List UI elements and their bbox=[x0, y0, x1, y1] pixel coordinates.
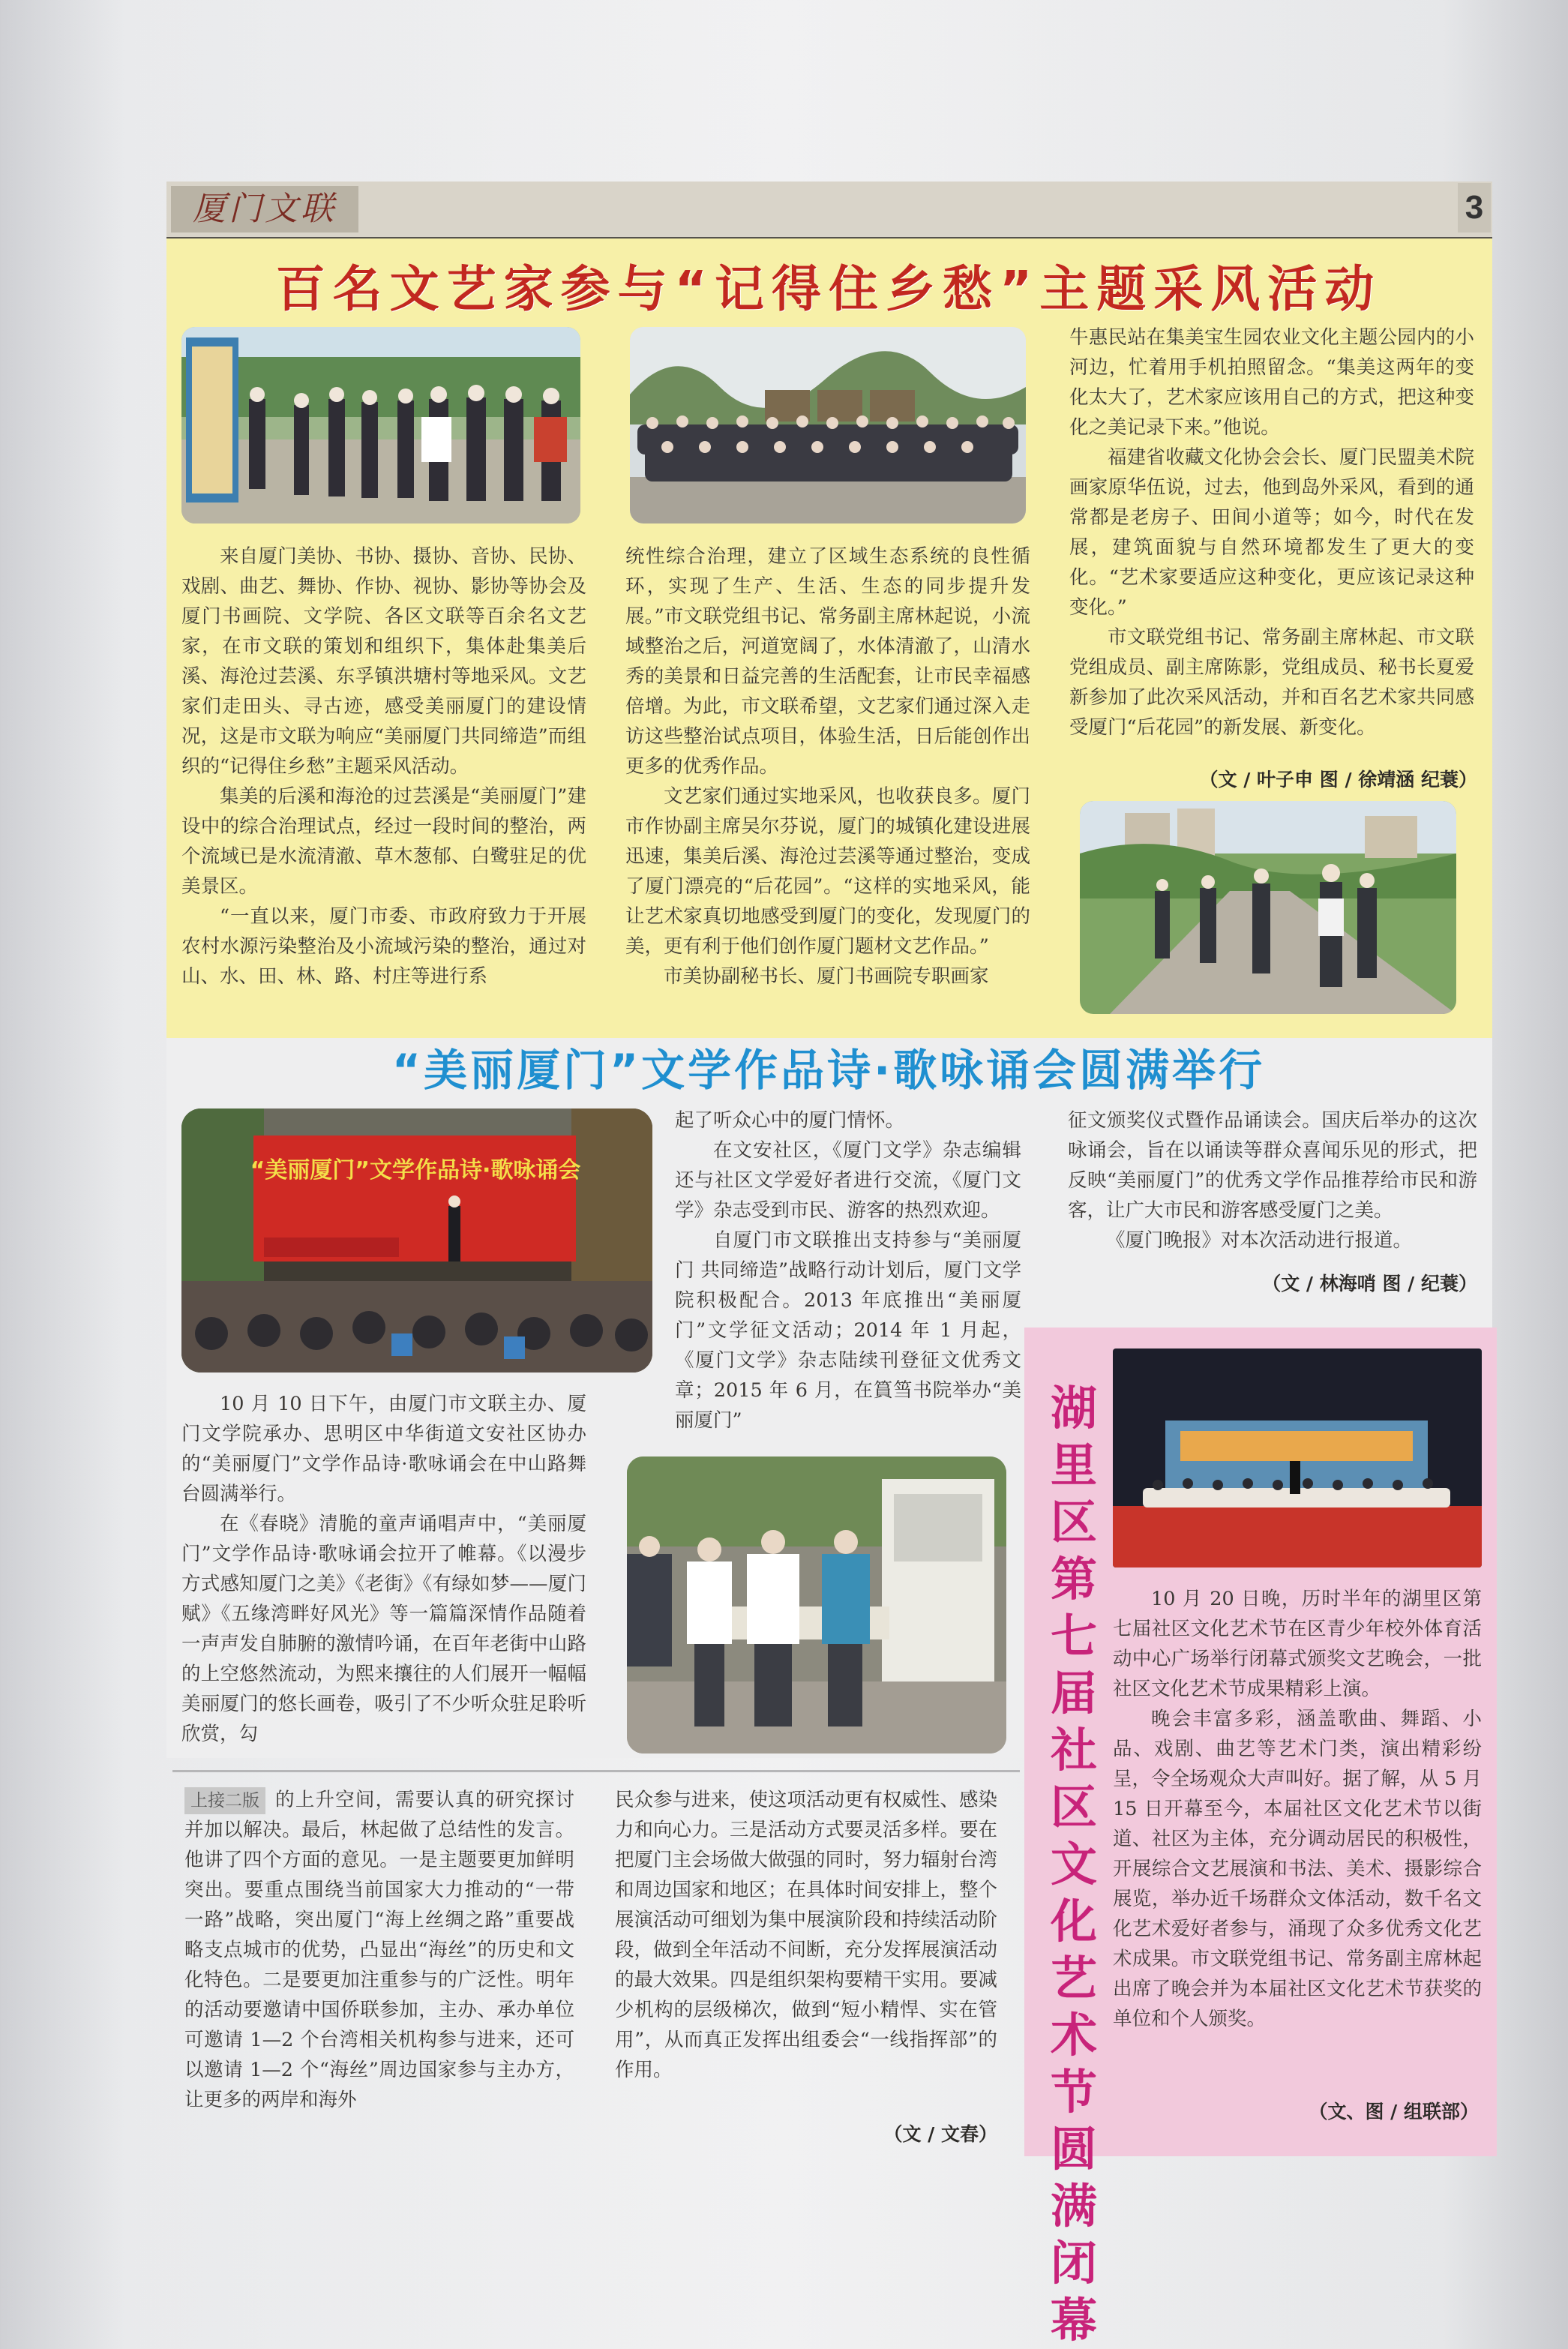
article1-column-1 bbox=[181, 542, 586, 992]
article2-paragraph: 征文颁奖仪式暨作品诵读会。国庆后举办的这次咏诵会，旨在以诵读等群众喜闻乐见的形式，把反映“美丽厦门”的优秀文学作品推荐给市民和游客，让广大市民和游客感受厦门之美。 bbox=[1068, 1109, 1477, 1222]
article1-paragraph: 市文联党组书记、常务副主席林起、市文联党组成员、副主席陈影，党组成员、秘书长夏爱新参加了此次采风活动，并和百名艺术家共同感受厦门“后花园”的新发展、新变化。 bbox=[1069, 626, 1474, 739]
stage-banner-text: “美丽厦门”文学作品诗·歌咏诵会 bbox=[250, 1157, 581, 1184]
article2-paragraph: 起了听众心中的厦门情怀。 bbox=[675, 1109, 905, 1132]
article3-credit: （文 / 文春） bbox=[883, 2123, 997, 2145]
article2-paragraph: 在《春晓》清脆的童声诵唱声中，“美丽厦门”文学作品诗·歌咏诵会拉开了帷幕。《以漫步方式感知厦门之美》《老街》《有绿如梦——厦门赋》《五缘湾畔好风光》等一篇篇深情作品随着一声声发自肺腑的激情吟诵，在百年老街中山路的上空悠然流动，为熙来攘往的人们展开一幅幅美丽厦门的悠长画卷，吸引了不少听众驻足聆听欣赏，勾 bbox=[181, 1513, 586, 1745]
masthead-logo: 厦门文联 bbox=[171, 186, 358, 232]
photo-reading-table bbox=[627, 1456, 1006, 1754]
article4-title: 湖里区第七届社区文化艺术节圆满闭幕 bbox=[1050, 1381, 1097, 2348]
article1-paragraph: 来自厦门美协、书协、摄协、音协、民协、戏剧、曲艺、舞协、作协、视协、影协等协会及厦门书画院、文学院、各区文联等百余名文艺家，在市文联的策划和组织下，集体赴集美后溪、海沧过芸溪、东孚镇洪塘村等地采风。文艺家们走田头、寻古迹，感受美丽厦门的建设情况，这是市文联为响应“美丽厦门共同缔造”而组织的“记得住乡愁”主题采风活动。 bbox=[181, 545, 586, 778]
photo-walking-path bbox=[1080, 801, 1456, 1014]
article2-paragraph: 自厦门市文联推出支持参与“美丽厦门 共同缔造”战略行动计划后，厦门文学院积极配合。2013 年底推出“美丽厦门”文学征文活动；2014 年 1 月起，《厦门文学》杂志陆续刊登征文优秀文章；2015 年 6 月，在篔筜书院举办“美丽厦门” bbox=[675, 1229, 1021, 1432]
article2-paragraph: 在文安社区，《厦门文学》杂志编辑还与社区文学爱好者进行交流，《厦门文学》杂志受到市民、游客的热烈欢迎。 bbox=[675, 1139, 1021, 1222]
article4-paragraph: 晚会丰富多彩，涵盖歌曲、舞蹈、小品、戏剧、曲艺等艺术门类，演出精彩纷呈，令全场观众大声叫好。据了解，从 5 月 15 日开幕至今，本届社区文化艺术节以街道、社区为主体，充分调动居民的积极性，开展综合文艺展演和书法、美术、摄影综合展览，举办近千场群众文体活动，数千名文化艺术爱好者参与，涌现了众多优秀文化艺术成果。市文联党组书记、常务副主席林起出席了晚会并为本届社区文化艺术节获奖的单位和个人颁奖。 bbox=[1113, 1708, 1482, 2030]
article3-column-2 bbox=[615, 1785, 997, 2085]
article4-paragraph: 10 月 20 日晚，历时半年的湖里区第七届社区文化艺术节在区青少年校外体育活动中心广场举行闭幕式颁奖文艺晚会，一批社区文化艺术节成果精彩上演。 bbox=[1113, 1588, 1482, 1700]
article2-title: “美丽厦门”文学作品诗·歌咏诵会圆满举行 bbox=[391, 1045, 1266, 1096]
article1-column-2 bbox=[625, 542, 1030, 992]
article2-column-3 bbox=[1068, 1106, 1477, 1256]
masthead-bar bbox=[166, 182, 1492, 241]
article1-paragraph: 统性综合治理，建立了区域生态系统的良性循环，实现了生产、生活、生态的同步提升发展。”市文联党组书记、常务副主席林起说，小流域整治之后，河道宽阔了，水体清澈了，山清水秀的美景和日益完善的生活配套，让市民幸福感倍增。为此，市文联希望，文艺家们通过深入走访这些整治试点项目，体验生活，日后能创作出更多的优秀作品。 bbox=[625, 545, 1030, 778]
page-number: 3 bbox=[1458, 183, 1491, 232]
photo-stage-recital bbox=[181, 1108, 652, 1372]
article1-paragraph: “一直以来，厦门市委、市政府致力于开展农村水源污染整治及小流域污染的整治，通过对山、水、田、林、路、村庄等进行系 bbox=[181, 905, 586, 988]
article2-paragraph: 《厦门晚报》对本次活动进行报道。 bbox=[1106, 1229, 1413, 1252]
article1-paragraph: 牛惠民站在集美宝生园农业文化主题公园内的小河边，忙着用手机拍照留念。“集美这两年的变化太大了，艺术家应该用自己的方式，把这种变化之美记录下来。”他说。 bbox=[1069, 326, 1474, 439]
photo-group-portrait bbox=[630, 327, 1026, 524]
article1-paragraph: 福建省收藏文化协会会长、厦门民盟美术院画家原华伍说，过去，他到岛外采风，看到的通常都是老房子、田间小道等；如今，时代在发展，建筑面貌与自然环境都发生了更大的变化。“艺术家要适应这种变化，更应该记录这种变化。” bbox=[1069, 446, 1474, 619]
article1-title: 百名文艺家参与“记得住乡愁”主题采风活动 bbox=[275, 260, 1382, 318]
article4-body bbox=[1113, 1584, 1482, 2034]
article1-paragraph: 文艺家们通过实地采风，也收获良多。厦门市作协副主席吴尔芬说，厦门的城镇化建设进展迅速，集美后溪、海沧过芸溪等通过整治，变成了厦门漂亮的“后花园”。“这样的实地采风，能让艺术家真切地感受到厦门的变化，发现厦门的美，更有利于他们创作厦门题材文艺作品。” bbox=[625, 785, 1030, 958]
article1-paragraph: 市美协副秘书长、厦门书画院专职画家 bbox=[664, 965, 989, 988]
article1-column-3 bbox=[1069, 322, 1474, 742]
article2-column-1 bbox=[181, 1389, 586, 1749]
article2-paragraph: 10 月 10 日下午，由厦门市文联主办、厦门文学院承办、思明区中华街道文安社区协办的“美丽厦门”文学作品诗·歌咏诵会在中山路舞台圆满举行。 bbox=[181, 1393, 586, 1505]
photo-closing-ceremony bbox=[1113, 1348, 1482, 1568]
article1-paragraph: 集美的后溪和海沧的过芸溪是“美丽厦门”建设中的综合治理试点，经过一段时间的整治，两个流域已是水流清澈、草木葱郁、白鹭驻足的优美景区。 bbox=[181, 785, 586, 898]
photo-visitors-at-board bbox=[181, 327, 580, 524]
section-divider bbox=[172, 1770, 1020, 1772]
article3-column-1 bbox=[184, 1785, 574, 2115]
article3-paragraph: 的上升空间，需要认真的研究探讨并加以解决。最后，林起做了总结性的发言。他讲了四个方面的意见。一是主题要更加鲜明突出。要重点围绕当前国家大力推动的“一带一路”战略，突出厦门“海上丝绸之路”重要战略支点城市的优势，凸显出“海丝”的历史和文化特色。二是要更加注重参与的广泛性。明年的活动要邀请中国侨联参加，主办、承办单位可邀请 1—2 个台湾相关机构参与进来，还可以邀请 1—2 个“海丝”周边国家参与主办方，让更多的两岸和海外 bbox=[184, 1789, 574, 2111]
article1-credit: （文 / 叶子申 图 / 徐靖涵 纪蓑） bbox=[1199, 769, 1477, 790]
continued-tag: 上接二版 bbox=[184, 1787, 265, 1814]
article2-column-2 bbox=[675, 1106, 1021, 1436]
article4-credit: （文、图 / 组联部） bbox=[1309, 2101, 1479, 2122]
article3-paragraph: 民众参与进来，使这项活动更有权威性、感染力和向心力。三是活动方式要灵活多样。要在把厦门主会场做大做强的同时，努力辐射台湾和周边国家和地区；在具体时间安排上，整个展演活动可细划为集中展演阶段和持续活动阶段，做到全年活动不间断，充分发挥展演活动的最大效果。四是组织架构要精干实用。要减少机构的层级梯次，做到“短小精悍、实在管用”，从而真正发挥出组委会“一线指挥部”的作用。 bbox=[615, 1789, 998, 2081]
article2-credit: （文 / 林海哨 图 / 纪蓑） bbox=[1262, 1273, 1477, 1294]
